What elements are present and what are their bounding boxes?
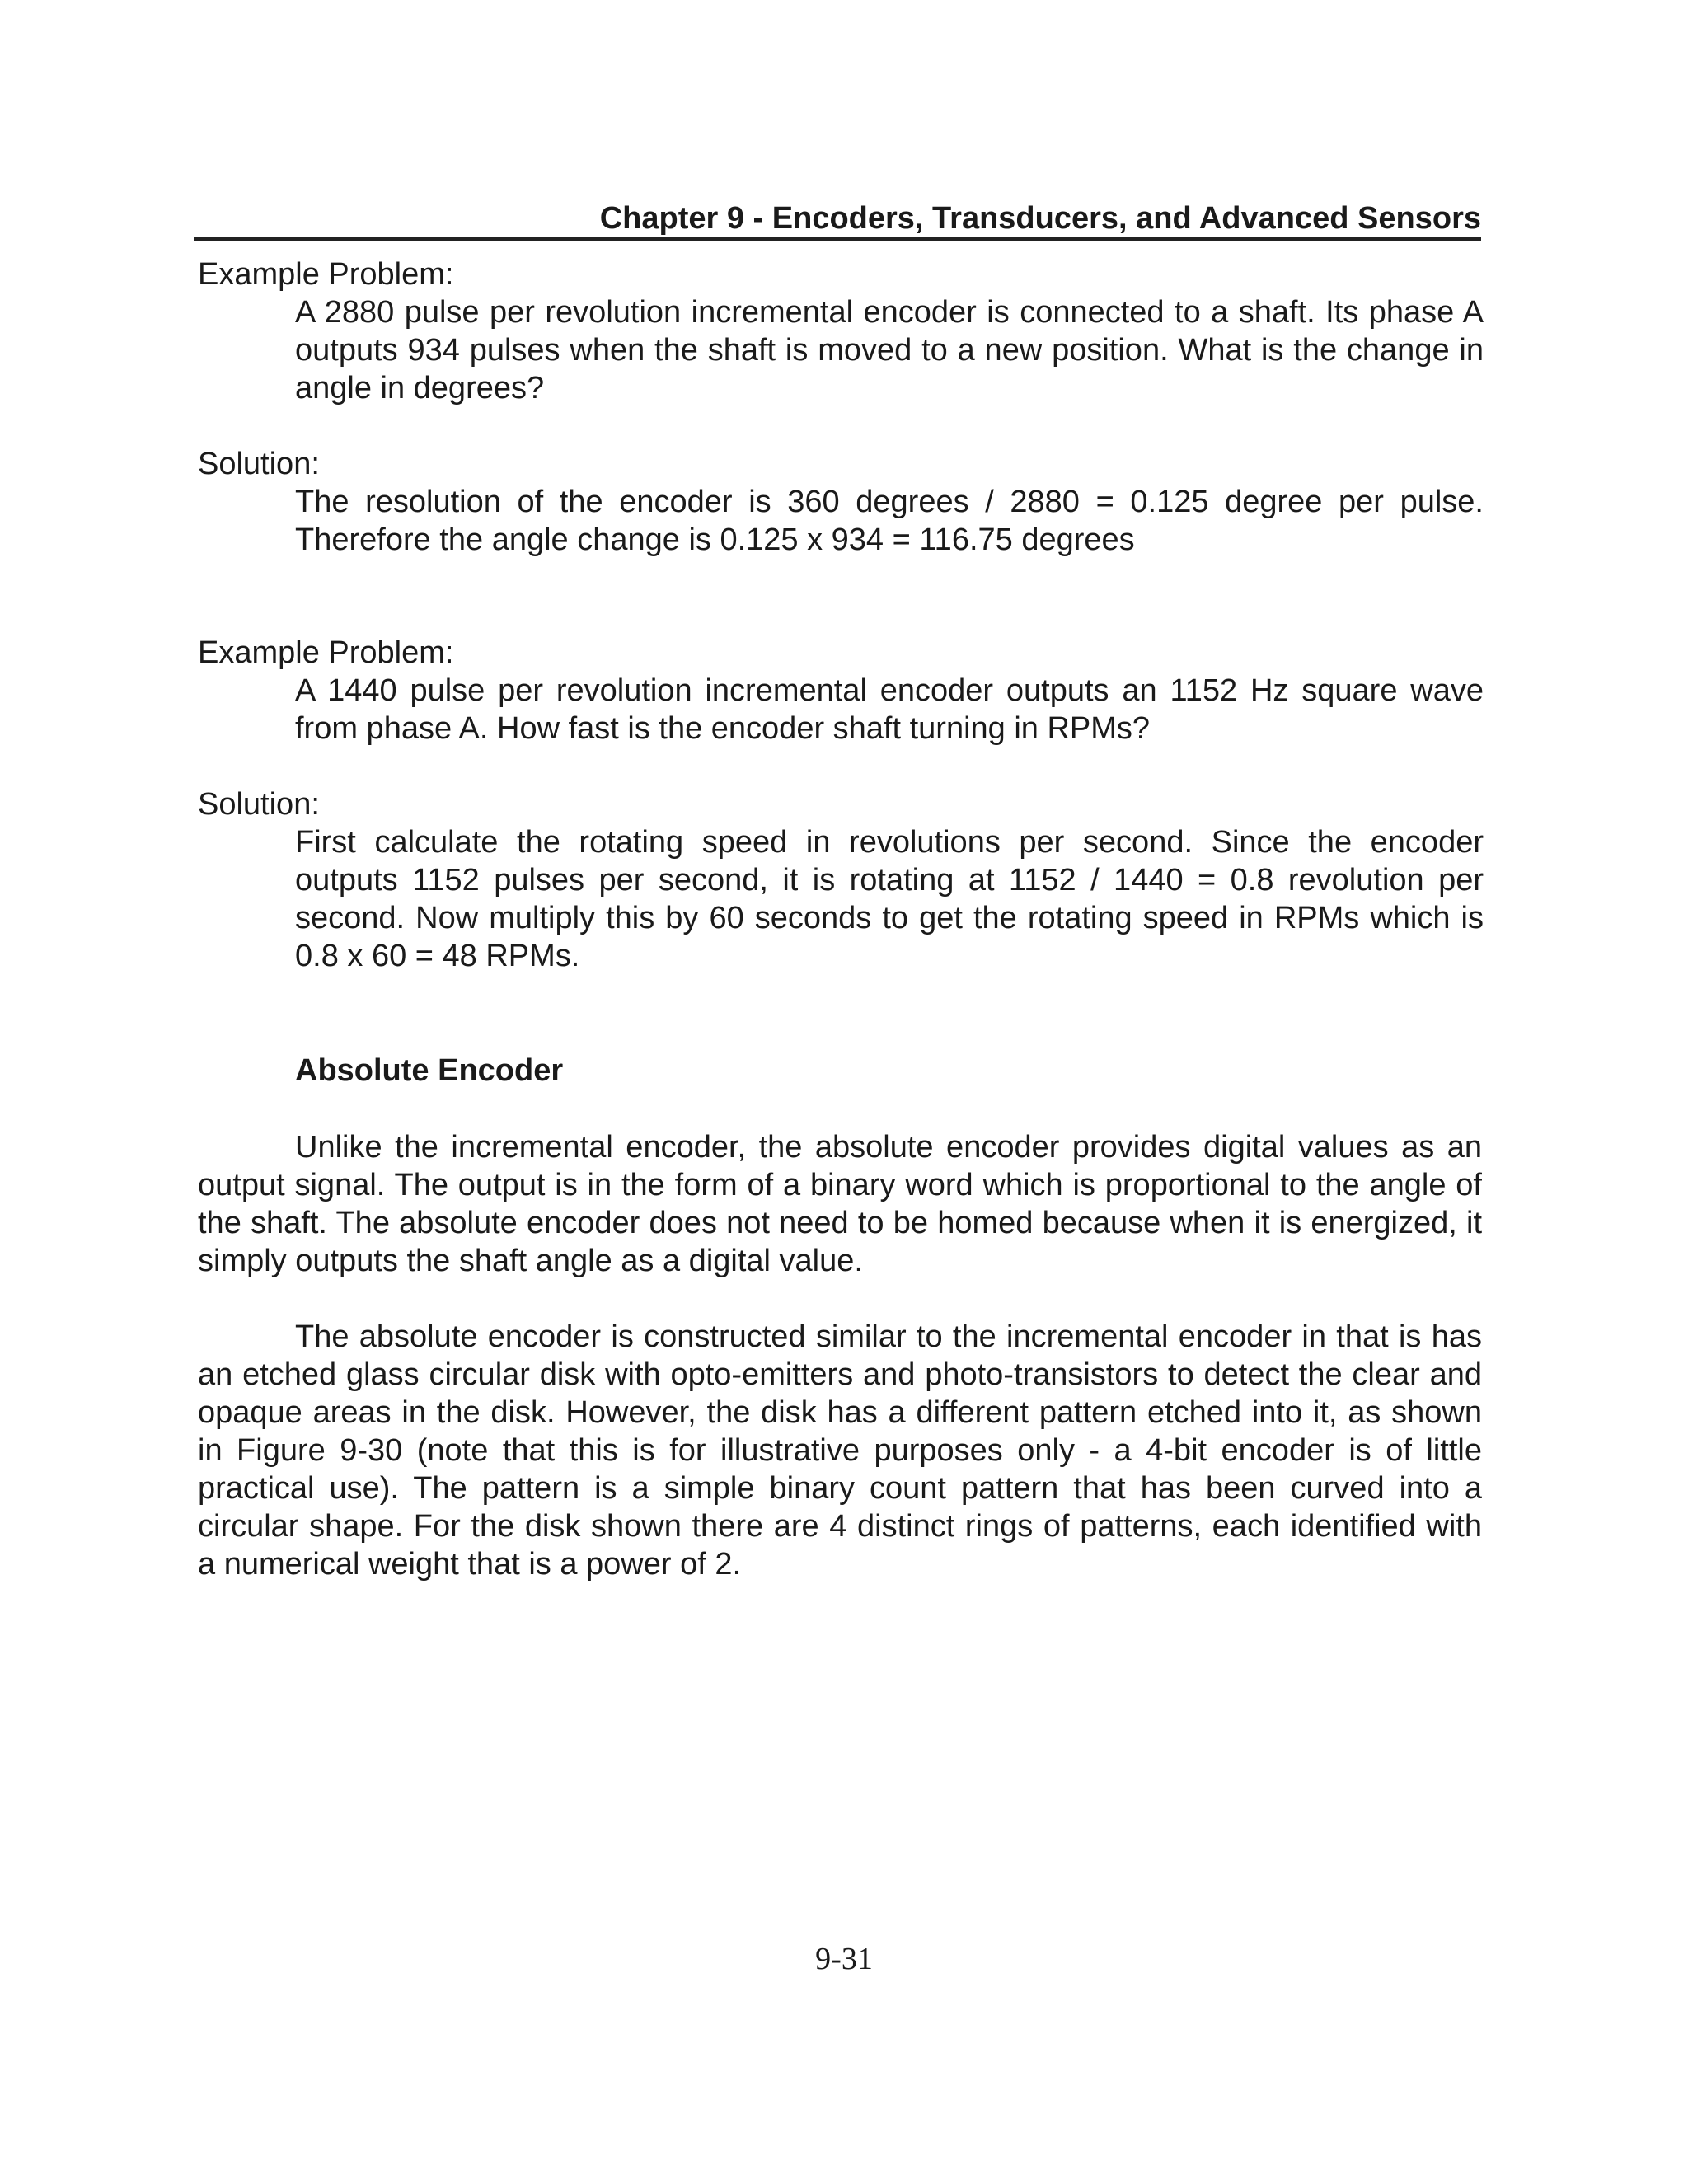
example-problem-1-label: Example Problem:	[198, 257, 454, 292]
example-problem-2-text: A 1440 pulse per revolution incremental encoder outputs an 1152 Hz square wave from phase A. How fast is the encoder shaft turning in RPMs?	[295, 673, 1484, 746]
solution-1	[198, 445, 1484, 559]
absolute-encoder-paragraph-1: Unlike the incremental encoder, the absolute encoder provides digital values as an output signal. The output is in the form of a binary word which is proportional to the angle of the shaft. The absolute encoder does not need to be homed because when it is energized, it simply outputs the shaft angle as a digital value.	[198, 1130, 1482, 1278]
chapter-header	[194, 196, 1481, 241]
solution-1-text: The resolution of the encoder is 360 degrees / 2880 = 0.125 degree per pulse. Therefore the angle change is 0.125 x 934 = 116.75 degrees	[295, 485, 1484, 557]
example-problem-1-text: A 2880 pulse per revolution incremental encoder is connected to a shaft. Its phase A outputs 934 pulses when the shaft is moved to a new position. What is the change in angle in degrees?	[295, 295, 1484, 405]
absolute-encoder-paragraph-2: The absolute encoder is constructed similar to the incremental encoder in that is has an etched glass circular disk with opto-emitters and photo-transistors to detect the clear and opaque areas in the disk. However, the disk has a different pattern etched into it, as shown in Figure 9-30 (note that this is for illustrative purposes only - a 4-bit encoder is of little practical use). The pattern is a simple binary count pattern that has been curved into a circular shape. For the disk shown there are 4 distinct rings of patterns, each identified with a numerical weight that is a power of 2.	[198, 1319, 1482, 1582]
solution-2-text: First calculate the rotating speed in revolutions per second. Since the encoder outputs 1152 pulses per second, it is rotating at 1152 / 1440 = 0.8 revolution per second. Now multiply this by 60 seconds to get the rotating speed in RPMs which is 0.8 x 60 = 48 RPMs.	[295, 825, 1484, 973]
solution-2	[198, 785, 1484, 975]
section-heading-absolute-encoder: Absolute Encoder	[295, 1053, 564, 1088]
example-problem-2	[198, 634, 1484, 748]
chapter-title: Chapter 9 - Encoders, Transducers, and Advanced Sensors	[599, 201, 1481, 236]
page-number: 9-31	[815, 1942, 873, 1976]
solution-2-label: Solution:	[198, 787, 320, 822]
solution-1-label: Solution:	[198, 447, 320, 481]
example-problem-2-label: Example Problem:	[198, 635, 454, 670]
example-problem-1	[198, 255, 1484, 407]
